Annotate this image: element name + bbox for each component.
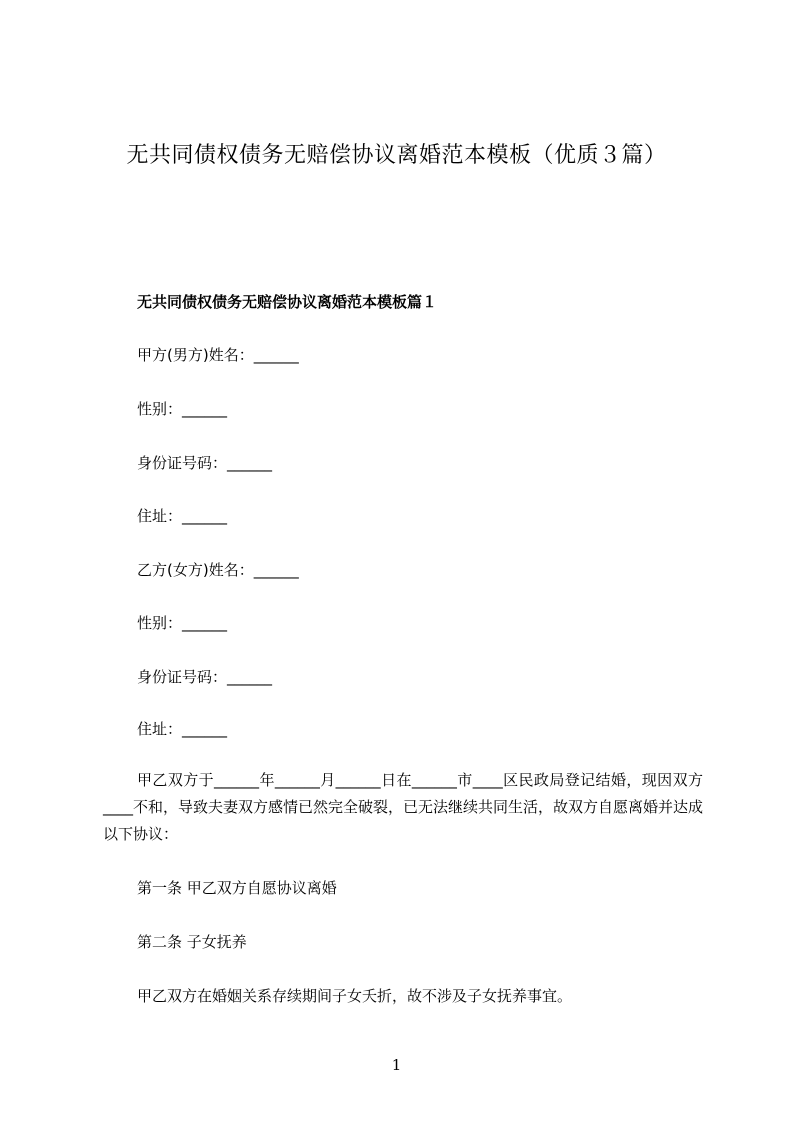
party-b-id-line: 身份证号码：______: [137, 668, 273, 686]
article-1-heading: 第一条 甲乙双方自愿协议离婚: [137, 879, 337, 897]
party-a-name-line: 甲方(男方)姓名：______: [137, 346, 299, 364]
article-2-heading: 第二条 子女抚养: [137, 933, 247, 951]
document-title: 无共同债权债务无赔偿协议离婚范本模板（优质３篇）: [126, 143, 667, 168]
party-b-gender-line: 性别：______: [137, 614, 228, 632]
party-a-gender-line: 性别：______: [137, 400, 228, 418]
section-heading: 无共同债权债务无赔偿协议离婚范本模板篇１: [137, 293, 438, 311]
article-2-body: 甲乙双方在婚姻关系存续期间子女夭折，故不涉及子女抚养事宜。: [137, 987, 573, 1005]
party-a-address-line: 住址：______: [137, 507, 228, 525]
intro-paragraph: 甲乙双方于______年______月______日在______市____区民政局登记结婚，现因双方____不和，导致夫妻双方感情已然完全破裂，已无法继续共同生活，故双方自愿离婚并达成以下协议：: [103, 771, 704, 843]
page-number: 1: [391, 1056, 402, 1074]
party-b-name-line: 乙方(女方)姓名：______: [137, 561, 299, 579]
party-b-address-line: 住址：______: [137, 720, 228, 738]
party-a-id-line: 身份证号码：______: [137, 454, 273, 472]
